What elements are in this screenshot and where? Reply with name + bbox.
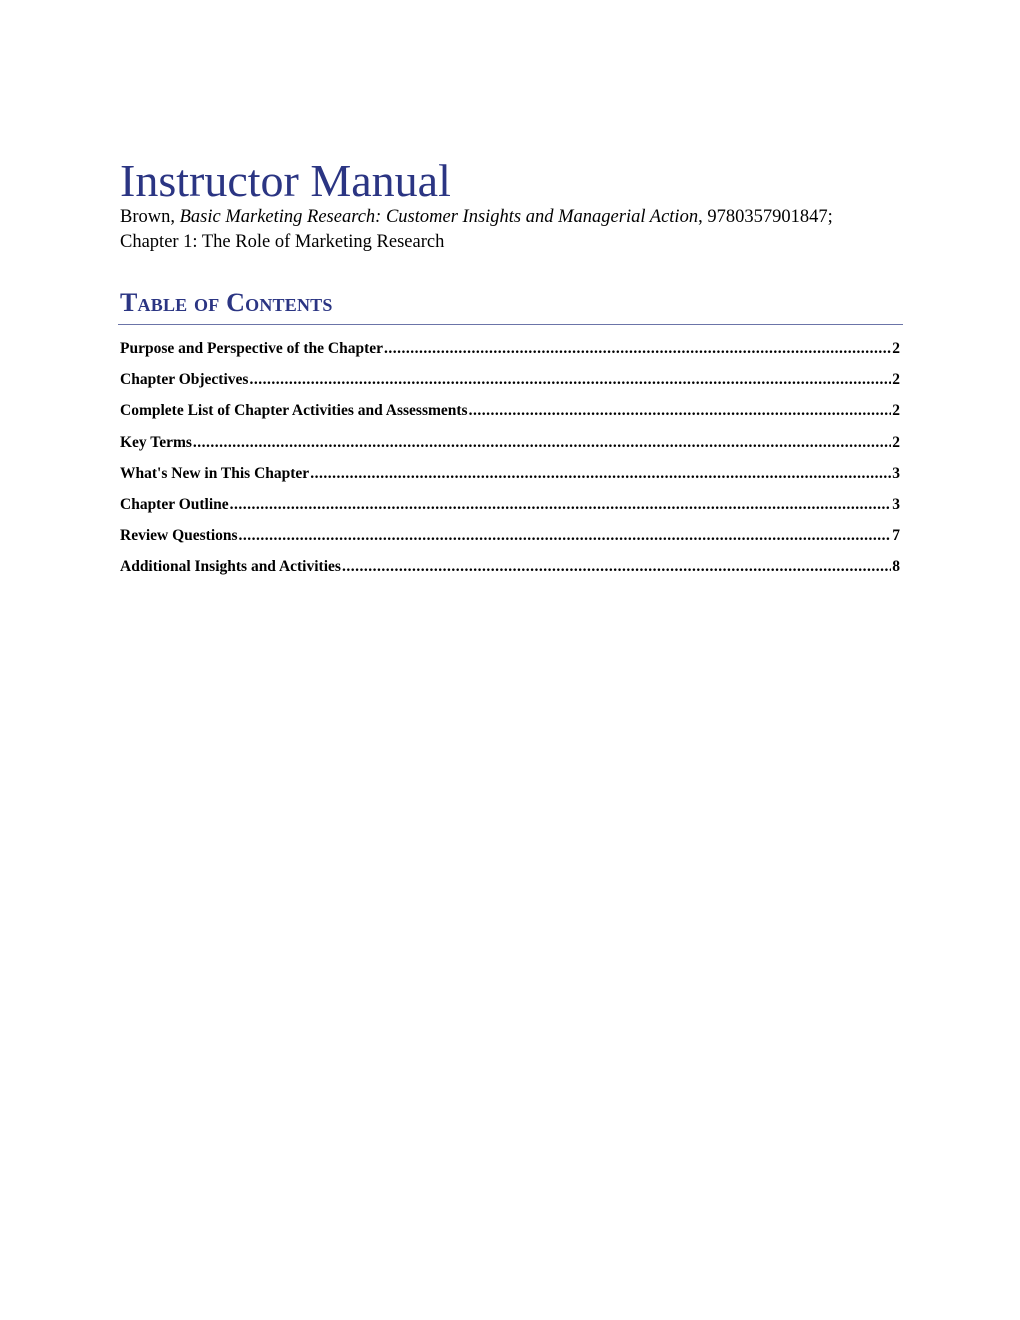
toc-entry-purpose-and-perspective[interactable]: [120, 337, 900, 368]
toc-page-number: 2: [892, 371, 900, 389]
citation: [120, 205, 920, 255]
toc-page-number: 3: [892, 464, 900, 482]
toc-entry-label: Key Terms: [120, 433, 192, 451]
toc-dot-leader: [310, 462, 891, 486]
toc-dot-leader: [249, 368, 891, 392]
toc-entry-label: What's New in This Chapter: [120, 464, 310, 482]
citation-line-1: [120, 205, 920, 230]
toc-entry-review-questions[interactable]: [120, 524, 900, 555]
citation-author: Brown,: [120, 207, 180, 227]
toc-dot-leader: [384, 337, 891, 361]
toc-dot-leader: [342, 555, 891, 579]
toc-entry-label: Complete List of Chapter Activities and Assessments: [120, 402, 468, 420]
toc-dot-leader: [230, 493, 892, 517]
toc-page-number: 7: [892, 527, 900, 545]
toc-page-number: 3: [892, 495, 900, 513]
citation-isbn: , 9780357901847;: [698, 207, 833, 227]
toc-dot-leader: [193, 431, 891, 455]
toc-divider: [118, 324, 903, 325]
table-of-contents: [120, 337, 900, 587]
toc-entry-chapter-outline[interactable]: [120, 493, 900, 524]
toc-entry-label: Additional Insights and Activities: [120, 558, 341, 576]
toc-entry-label: Chapter Objectives: [120, 371, 249, 389]
toc-entry-activities-and-assessments[interactable]: [120, 399, 900, 430]
toc-entry-label: Review Questions: [120, 527, 238, 545]
toc-heading: Table of Contents: [120, 288, 333, 317]
toc-page-number: 2: [892, 340, 900, 357]
toc-entry-chapter-objectives[interactable]: [120, 368, 900, 399]
toc-entry-key-terms[interactable]: [120, 431, 900, 462]
toc-entry-additional-insights[interactable]: [120, 555, 900, 586]
toc-dot-leader: [239, 524, 892, 548]
toc-page-number: 2: [892, 433, 900, 451]
toc-entry-label: Chapter Outline: [120, 495, 229, 513]
citation-chapter: Chapter 1: The Role of Marketing Research: [120, 232, 445, 252]
toc-dot-leader: [469, 399, 892, 423]
toc-entry-whats-new[interactable]: [120, 462, 900, 493]
toc-page-number: 2: [892, 402, 900, 420]
toc-page-number: 8: [892, 558, 900, 576]
toc-entry-label: Purpose and Perspective of the Chapter: [120, 340, 384, 357]
citation-book-title: Basic Marketing Research: Customer Insights and Managerial Action: [179, 207, 699, 227]
document-title: Instructor Manual: [120, 155, 451, 206]
